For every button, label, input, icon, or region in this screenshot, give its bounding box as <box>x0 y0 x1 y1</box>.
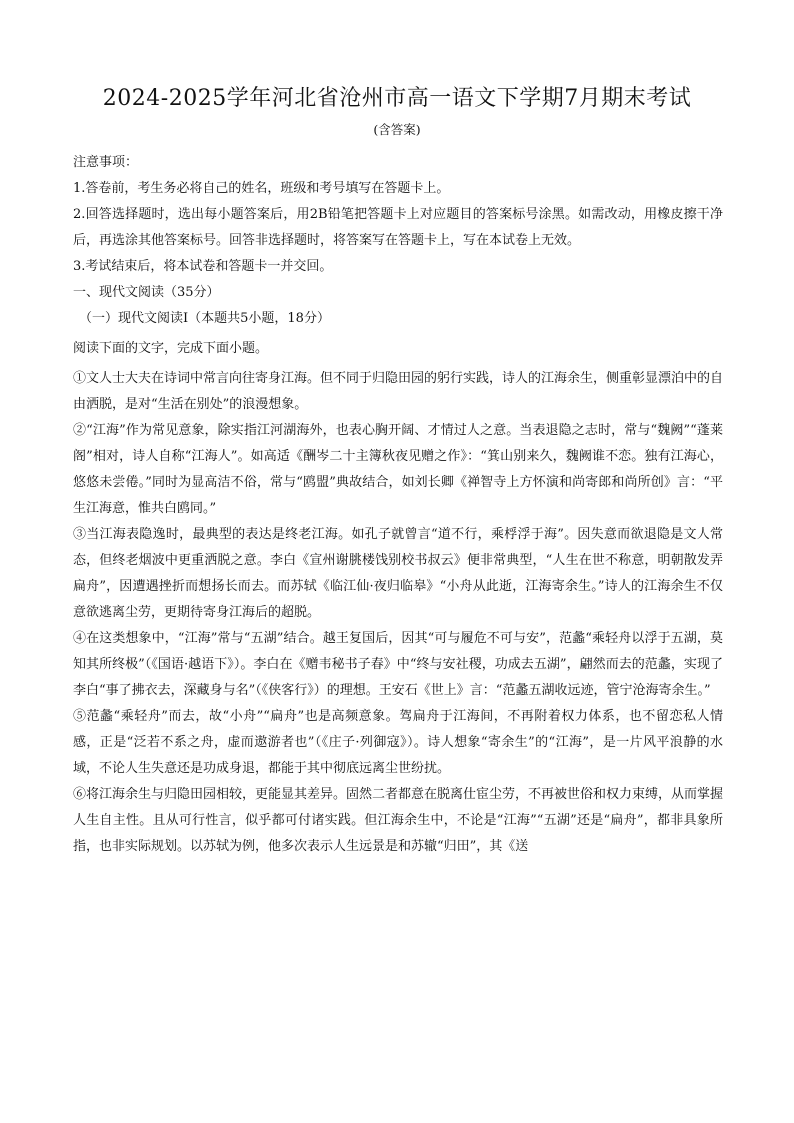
page-title: 2024-2025学年河北省沧州市高一语文下学期7月期末考试 <box>102 86 692 111</box>
notice-item-1: 1.答卷前，考生务必将自己的姓名，班级和考号填写在答题卡上。 <box>73 181 450 196</box>
notice-item-2: 2.回答选择题时，选出每小题答案后，用2B铅笔把答题卡上对应题目的答案标号涂黑。如需改动，用橡皮擦干净后，再选涂其他答案标号。回答非选择题时，将答案写在答题卡上，写在本试卷上无效。 <box>73 207 723 248</box>
paragraph-1: ①文人士大夫在诗词中常言向往寄身江海。但不同于归隐田园的躬行实践，诗人的江海余生，侧重彰显漂泊中的自由洒脱，是对“生活在别处”的浪漫想象。 <box>73 371 724 412</box>
notice-heading: 注意事项： <box>73 155 139 170</box>
paragraph-6: ⑥将江海余生与归隐田园相较，更能显其差异。固然二者都意在脱离仕宦尘劳，不再被世俗和权力束缚，从而掌握人生自主性。且从可行性言，似乎都可付诸实践。但江海余生中，不论是“江海”“五湖”还是“扁舟”，都非具象所指，也非实际规划。以苏轼为例，他多次表示人生远景是和苏辙“归田”，其《送 <box>73 787 724 854</box>
paragraph-4: ④在这类想象中，“江海”常与“五湖”结合。越王复国后，因其“可与履危不可与安”，范蠡“乘轻舟以浮于五湖，莫知其所终极”（《国语·越语下》）。李白在《赠韦秘书子春》中“终与安社稷，功成去五湖”，翩然而去的范蠡，实现了李白“事了拂衣去，深藏身与名”（《侠客行》）的理想。王安石《世上》言：“范蠡五湖收远迹，管宁沧海寄余生。” <box>73 631 723 698</box>
section-heading: 一、现代文阅读（35分） <box>73 285 220 300</box>
page-subtitle: (含答案) <box>373 122 421 137</box>
paragraph-2: ②“江海”作为常见意象，除实指江河湖海外，也表心胸开阔、才情过人之意。当表退隐之志时，常与“魏阙”“蓬莱阁”相对，诗人自称“江海人”。如高适《酬岑二十主簿秋夜见赠之作》：“箕山别来久，魏阙谁不恋。独有江海心，悠悠未尝倦。”同时为显高洁不俗，常与“鸥盟”典故结合，如刘长卿《禅智寺上方怀演和尚寄郎和尚所创》言：“平生江海意，惟共白鸥同。” <box>73 423 723 516</box>
instruction: 阅读下面的文字，完成下面小题。 <box>73 341 269 356</box>
paragraph-3: ③当江海表隐逸时，最典型的表达是终老江海。如孔子就曾言“道不行，乘桴浮于海”。因失意而欲退隐是文人常态，但终老烟波中更重洒脱之意。李白《宣州谢朓楼饯别校书叔云》便非常典型，“人生在世不称意，明朝散发弄扁舟”，因遭遇挫折而想扬长而去。而苏轼《临江仙·夜归临皋》“小舟从此逝，江海寄余生。”诗人的江海余生不仅意欲逃离尘劳，更期待寄身江海后的超脱。 <box>73 527 723 620</box>
paragraph-5: ⑤范蠡“乘轻舟”而去，故“小舟”“扁舟”也是高频意象。驾扁舟于江海间，不再附着权力体系，也不留恋私人情感，正是“泛若不系之舟，虚而遨游者也”（《庄子·列御寇》）。诗人想象“寄余生”的“江海”，是一片风平浪静的水域，不论人生失意还是功成身退，都能于其中彻底远离尘世纷扰。 <box>73 709 723 776</box>
notice-item-3: 3.考试结束后，将本试卷和答题卡一并交回。 <box>73 259 333 274</box>
page-content <box>73 150 723 860</box>
subsection-heading: （一）现代文阅读Ⅰ（本题共5小题，18分） <box>79 311 330 326</box>
